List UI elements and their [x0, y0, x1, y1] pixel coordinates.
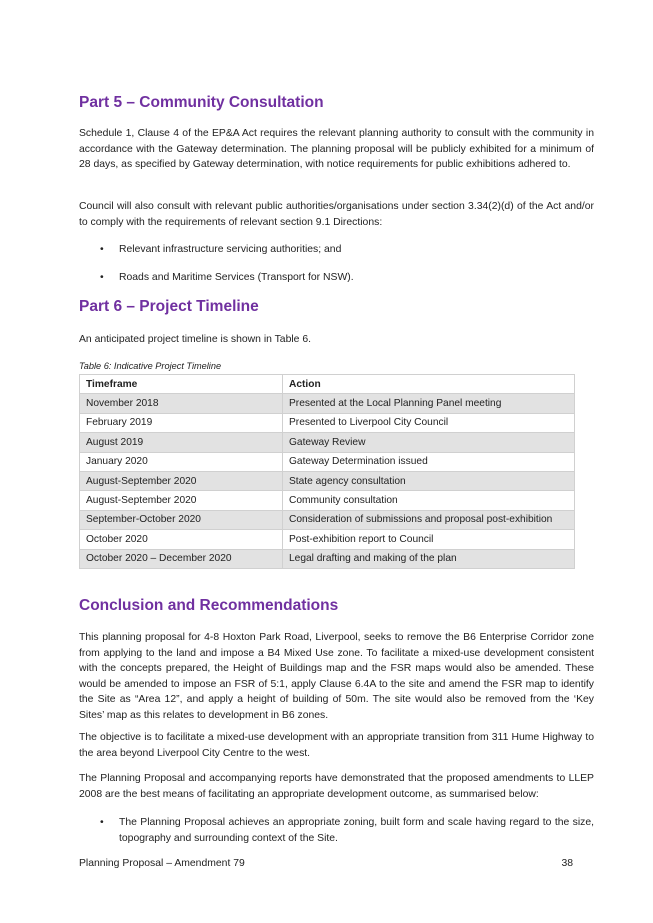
action-cell: Consideration of submissions and proposal post-exhibition — [283, 510, 575, 529]
timeframe-cell: October 2020 — [80, 530, 283, 549]
bullet-icon: • — [100, 244, 104, 255]
table-row — [80, 452, 575, 471]
action-cell: Gateway Review — [283, 433, 575, 452]
action-cell: Legal drafting and making of the plan — [283, 549, 575, 568]
column-header-timeframe: Timeframe — [80, 375, 283, 394]
timeframe-cell: January 2020 — [80, 452, 283, 471]
footer-title: Planning Proposal – Amendment 79 — [79, 858, 245, 869]
table-header-row — [80, 375, 575, 394]
project-timeline-table — [79, 374, 575, 569]
conclusion-paragraph-1: This planning proposal for 4-8 Hoxton Park Road, Liverpool, seeks to remove the B6 Enterprise Corridor zone from applying to the land and impose a B4 Mixed Use zone. To facilitate a mixed-use development consistent with the concepts prepared, the Height of Buildings map and the FSR maps would also be amended. These would be amended to impose an FSR of 5:1, apply Clause 6.4A to the site and amend the FSR map to identify the Site as “Area 12”, and apply a height of building of 50m. The site would also be removed from the ‘Key Sites’ map as this relates to development in B6 zones. — [79, 632, 594, 721]
list-item-text: Relevant infrastructure servicing authorities; and — [119, 244, 342, 255]
column-header-action: Action — [283, 375, 575, 394]
conclusion-paragraph-3: The Planning Proposal and accompanying reports have demonstrated that the proposed amendments to LLEP 2008 are the best means of facilitating an appropriate development outcome, as summarised below: — [79, 773, 594, 800]
table-row — [80, 471, 575, 490]
part5-heading: Part 5 – Community Consultation — [79, 94, 324, 111]
bullet-icon: • — [100, 817, 104, 828]
table-row — [80, 530, 575, 549]
bullet-icon: • — [100, 272, 104, 283]
table-row — [80, 491, 575, 510]
page-number: 38 — [561, 858, 573, 869]
timeframe-cell: August-September 2020 — [80, 471, 283, 490]
action-cell: Post-exhibition report to Council — [283, 530, 575, 549]
table-row — [80, 413, 575, 432]
table-row — [80, 510, 575, 529]
action-cell: Community consultation — [283, 491, 575, 510]
part6-heading: Part 6 – Project Timeline — [79, 298, 259, 315]
action-cell: Presented at the Local Planning Panel meeting — [283, 394, 575, 413]
table-row — [80, 549, 575, 568]
part6-intro: An anticipated project timeline is shown in Table 6. — [79, 334, 311, 345]
timeframe-cell: February 2019 — [80, 413, 283, 432]
list-item-text: Roads and Maritime Services (Transport for NSW). — [119, 272, 354, 283]
list-item-text: The Planning Proposal achieves an appropriate zoning, built form and scale having regard to the size, topography and surrounding context of the Site. — [119, 817, 594, 844]
timeframe-cell: October 2020 – December 2020 — [80, 549, 283, 568]
conclusion-paragraph-2: The objective is to facilitate a mixed-use development with an appropriate transition from 311 Hume Highway to the area beyond Liverpool City Centre to the west. — [79, 732, 594, 759]
table-row — [80, 433, 575, 452]
table-caption: Table 6: Indicative Project Timeline — [79, 361, 222, 371]
action-cell: Gateway Determination issued — [283, 452, 575, 471]
timeframe-cell: September-October 2020 — [80, 510, 283, 529]
part5-paragraph-1: Schedule 1, Clause 4 of the EP&A Act requires the relevant planning authority to consult with the community in accordance with the Gateway determination. The planning proposal will be publicly exhibited for a minimum of 28 days, as specified by Gateway determination, with notice requirements for public exhibitions adhered to. — [79, 128, 594, 171]
action-cell: Presented to Liverpool City Council — [283, 413, 575, 432]
timeframe-cell: November 2018 — [80, 394, 283, 413]
timeframe-cell: August 2019 — [80, 433, 283, 452]
action-cell: State agency consultation — [283, 471, 575, 490]
table-row — [80, 394, 575, 413]
conclusion-heading: Conclusion and Recommendations — [79, 597, 339, 614]
timeframe-cell: August-September 2020 — [80, 491, 283, 510]
part5-paragraph-2: Council will also consult with relevant public authorities/organisations under section 3.34(2)(d) of the Act and/or to comply with the requirements of relevant section 9.1 Directions: — [79, 201, 594, 228]
